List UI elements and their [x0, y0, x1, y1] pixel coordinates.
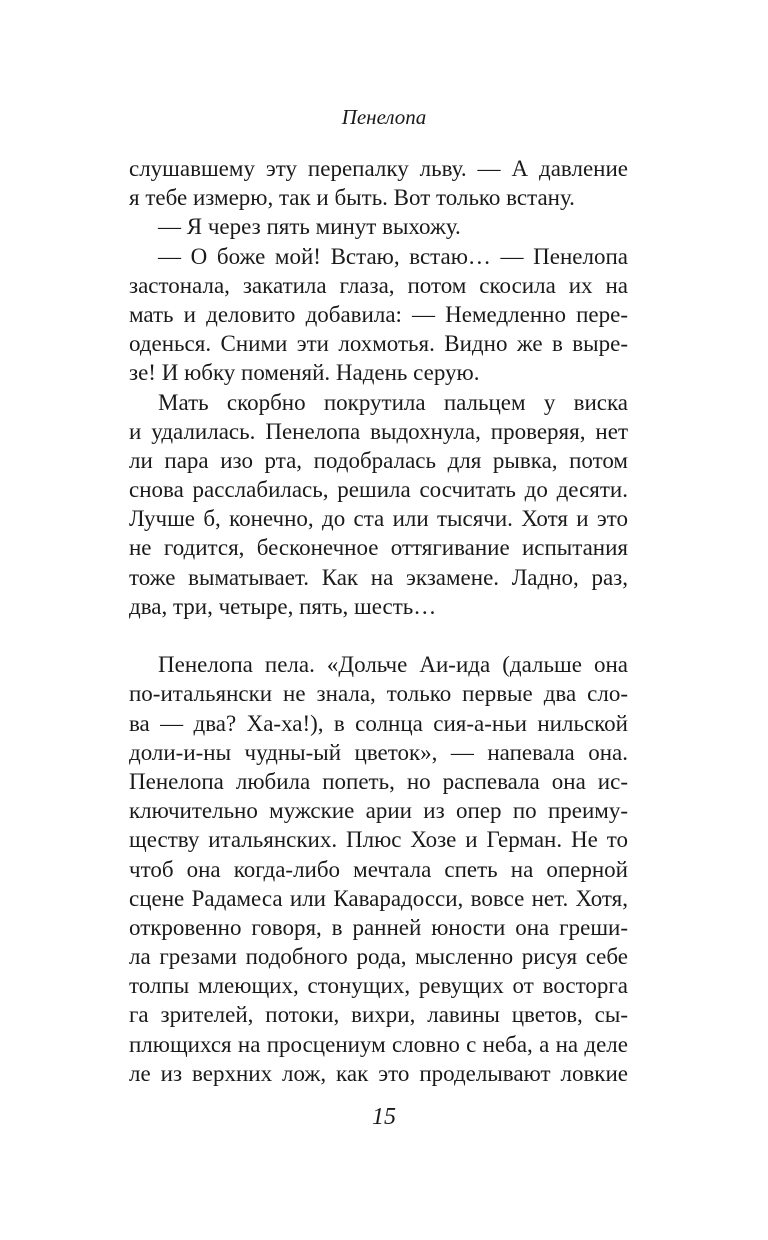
text-line: ва — два? Ха-ха!), в солнца сия-а-ньи нильской [129, 710, 628, 736]
text-line: плющихся на просцениум словно с неба, а на деле [129, 1031, 628, 1057]
text-line: сцене Радамеса или Каварадосси, вовсе нет. Хотя, [129, 885, 628, 911]
text-line: Пенелопа пела. «Дольче Аи-ида (дальше она [158, 652, 628, 678]
text-line: — О боже мой! Встаю, встаю… — Пенелопа [158, 243, 628, 269]
text-line: снова расслабилась, решила сосчитать до десяти. [129, 477, 628, 503]
text-line: Лучше б, конечно, до ста или тысячи. Хотя и это [129, 506, 628, 532]
section-break [129, 621, 628, 650]
body-text [129, 154, 628, 1088]
text-line: ществу итальянских. Плюс Хозе и Герман. Не то [129, 827, 628, 853]
page-number: 15 [372, 1104, 396, 1130]
text-line: толпы млеющих, стонущих, ревущих от восторга [129, 973, 628, 999]
text-line: ключительно мужские арии из опер по преиму- [129, 798, 628, 824]
text-line: откровенно говоря, в ранней юности она греши- [129, 914, 628, 940]
text-line: га зрителей, потоки, вихри, лавины цветов, сы- [129, 1002, 628, 1028]
text-line: доли-и-ны чудны-ый цветок», — напевала она. [129, 739, 628, 765]
text-line: по-итальянски не знала, только первые два сло- [129, 681, 628, 707]
text-line: слушавшему эту перепалку льву. — А давление [129, 156, 628, 181]
text-line: чтоб она когда-либо мечтала спеть на оперной [129, 856, 628, 882]
text-line: мать и деловито добавила: — Немедленно пере- [129, 301, 628, 327]
text-line: ли пара изо рта, подобралась для рывка, потом [129, 447, 628, 473]
text-line: тоже выматывает. Как на экзамене. Ладно, раз, [129, 564, 628, 590]
text-line: застонала, закатила глаза, потом скосила их на [129, 272, 628, 298]
text-line: оденься. Сними эти лохмотья. Видно же в выре- [129, 331, 628, 357]
text-line: ле из верхних лож, как это проделывают ловкие [129, 1060, 628, 1086]
text-line: два, три, четыре, пять, шесть… [129, 593, 437, 619]
text-line: я тебе измерю, так и быть. Вот только встану. [129, 185, 575, 211]
text-line: Мать скорбно покрутила пальцем у виска [158, 389, 628, 415]
text-line: не годится, бесконечное оттягивание испытания [129, 535, 628, 561]
text-line: зе! И юбку поменяй. Надень серую. [129, 360, 480, 386]
text-line: Пенелопа любила попеть, но распевала она ис- [129, 768, 628, 794]
running-head-title: Пенелопа [341, 105, 427, 129]
text-line: и удалилась. Пенелопа выдохнула, проверяя, нет [129, 418, 628, 444]
text-line: — Я через пять минут выхожу. [158, 214, 461, 240]
text-line: ла грезами подобного рода, мысленно рисуя себе [129, 944, 628, 970]
